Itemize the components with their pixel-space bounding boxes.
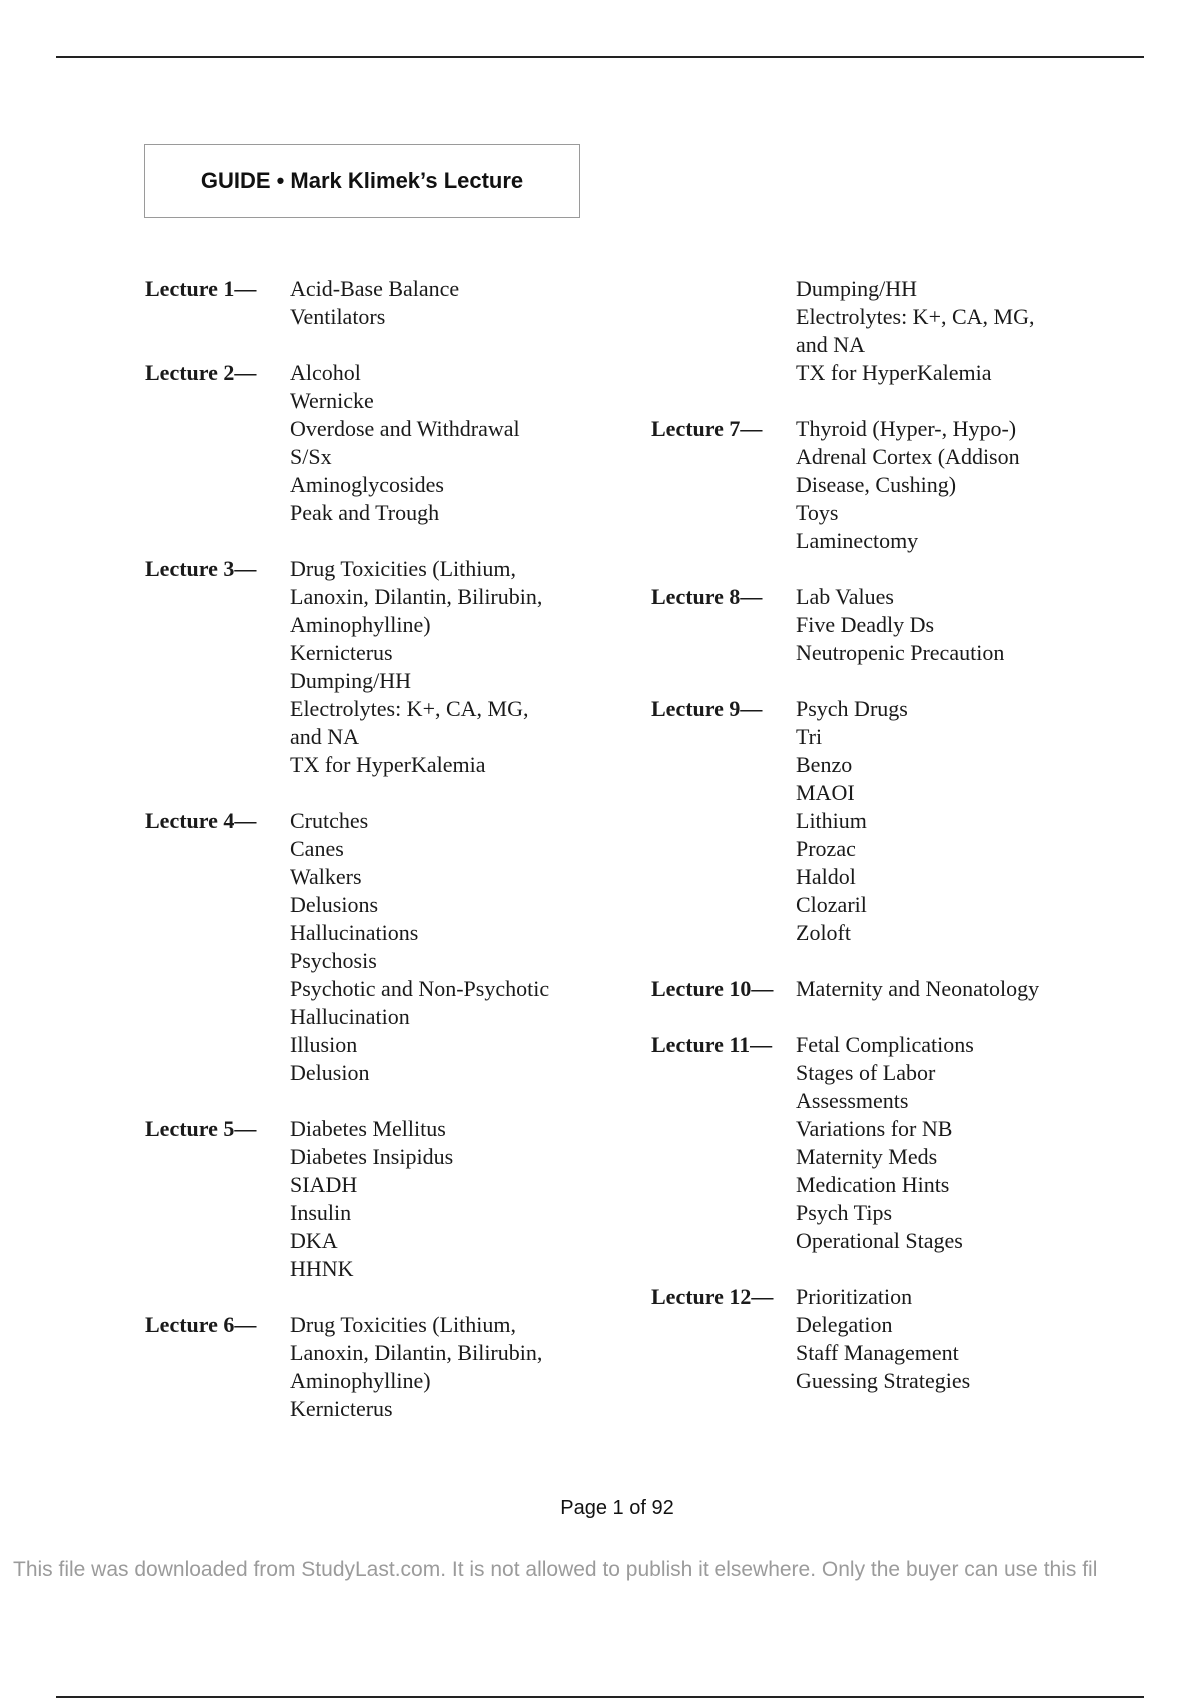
topic-item: Clozaril xyxy=(796,892,867,917)
topic-item: Prozac xyxy=(796,836,856,861)
topic-item: TX for HyperKalemia xyxy=(796,360,992,385)
lecture-label: Lecture 1— xyxy=(145,276,257,301)
lecture-label: Lecture 9— xyxy=(651,696,763,721)
topic-item: Variations for NB xyxy=(796,1116,953,1141)
topic-item: Drug Toxicities (Lithium, xyxy=(290,556,516,581)
topic-item: Drug Toxicities (Lithium, xyxy=(290,1312,516,1337)
topic-item: SIADH xyxy=(290,1172,358,1197)
topic-item: Staff Management xyxy=(796,1340,959,1365)
topic-item: Medication Hints xyxy=(796,1172,950,1197)
lecture-block xyxy=(651,1031,1039,1255)
topic-item: DKA xyxy=(290,1228,338,1253)
topic-item: Hallucinations xyxy=(290,920,419,945)
topic-item: HHNK xyxy=(290,1256,354,1281)
lecture-block xyxy=(145,275,549,331)
topic-item: and NA xyxy=(290,724,360,749)
topic-item: Delusion xyxy=(290,1060,370,1085)
lecture-topics xyxy=(290,1115,453,1283)
lecture-label: Lecture 3— xyxy=(145,556,257,581)
topic-item: Hallucination xyxy=(290,1004,410,1029)
topic-item: Laminectomy xyxy=(796,528,919,553)
topic-item: Psychosis xyxy=(290,948,377,973)
lecture-list-right xyxy=(651,275,1039,1423)
topic-item: Diabetes Mellitus xyxy=(290,1116,446,1141)
lecture-topics xyxy=(796,275,1035,387)
topic-item: Prioritization xyxy=(796,1284,913,1309)
topic-item: Neutropenic Precaution xyxy=(796,640,1005,665)
lecture-topics xyxy=(796,415,1020,555)
topic-item: Lithium xyxy=(796,808,867,833)
lecture-label: Lecture 10— xyxy=(651,976,774,1001)
lecture-label xyxy=(651,275,796,387)
topic-item: Psychotic and Non-Psychotic xyxy=(290,976,550,1001)
lecture-label: Lecture 8— xyxy=(651,584,763,609)
lecture-label: Lecture 4— xyxy=(145,808,257,833)
lecture-block xyxy=(651,415,1039,555)
topic-item: Overdose and Withdrawal xyxy=(290,416,520,441)
lecture-topics xyxy=(796,695,908,947)
topic-item: Insulin xyxy=(290,1200,352,1225)
topic-item: Thyroid (Hyper-, Hypo-) xyxy=(796,416,1017,441)
topic-item: Tri xyxy=(796,724,823,749)
topic-item: Alcohol xyxy=(290,360,361,385)
lecture-topics xyxy=(290,359,520,527)
lecture-block xyxy=(145,807,549,1087)
topic-item: Delegation xyxy=(796,1312,893,1337)
topic-item: Kernicterus xyxy=(290,1396,393,1421)
topic-item: Maternity and Neonatology xyxy=(796,976,1040,1001)
top-rule xyxy=(56,56,1144,58)
topic-item: Adrenal Cortex (Addison xyxy=(796,444,1020,469)
topic-item: Operational Stages xyxy=(796,1228,963,1253)
topic-item: Dumping/HH xyxy=(796,276,917,301)
lecture-label: Lecture 5— xyxy=(145,1116,257,1141)
lecture-topics xyxy=(796,975,1039,1003)
topic-item: Peak and Trough xyxy=(290,500,440,525)
lecture-block xyxy=(145,555,549,779)
topic-item: Aminophylline) xyxy=(290,612,431,637)
lecture-topics xyxy=(290,275,459,331)
topic-item: and NA xyxy=(796,332,866,357)
page-number: Page 1 of 92 xyxy=(560,1497,674,1519)
topic-item: MAOI xyxy=(796,780,855,805)
topic-item: Fetal Complications xyxy=(796,1032,974,1057)
lecture-block xyxy=(651,275,1039,387)
lecture-topics xyxy=(796,1283,970,1395)
topic-item: Disease, Cushing) xyxy=(796,472,957,497)
topic-item: Guessing Strategies xyxy=(796,1368,971,1393)
title-box xyxy=(144,144,580,218)
topic-item: Crutches xyxy=(290,808,369,833)
topic-item: Canes xyxy=(290,836,344,861)
topic-item: Psych Tips xyxy=(796,1200,893,1225)
bottom-rule xyxy=(56,1696,1144,1698)
watermark-text: This file was downloaded from StudyLast.com. It is not allowed to publish it elsewhere. Only the buyer can use this fil xyxy=(13,1558,1098,1581)
topic-item: Dumping/HH xyxy=(290,668,411,693)
topic-item: Delusions xyxy=(290,892,378,917)
topic-item: Lanoxin, Dilantin, Bilirubin, xyxy=(290,584,543,609)
lecture-block xyxy=(145,1311,549,1423)
lecture-block xyxy=(145,1115,549,1283)
lecture-label: Lecture 12— xyxy=(651,1284,774,1309)
topic-item: Benzo xyxy=(796,752,853,777)
topic-item: TX for HyperKalemia xyxy=(290,752,486,777)
lecture-label: Lecture 11— xyxy=(651,1032,773,1057)
lecture-topics xyxy=(290,1311,542,1423)
topic-item: Zoloft xyxy=(796,920,851,945)
lecture-topics xyxy=(290,555,542,779)
lecture-topics xyxy=(290,807,549,1087)
lecture-topics xyxy=(796,1031,974,1255)
lecture-list-left xyxy=(145,275,549,1451)
topic-item: Illusion xyxy=(290,1032,358,1057)
lecture-block xyxy=(651,695,1039,947)
topic-item: Acid-Base Balance xyxy=(290,276,460,301)
lecture-block xyxy=(651,975,1039,1003)
topic-item: Electrolytes: K+, CA, MG, xyxy=(290,696,529,721)
topic-item: Haldol xyxy=(796,864,856,889)
topic-item: S/Sx xyxy=(290,444,332,469)
topic-item: Stages of Labor xyxy=(796,1060,936,1085)
topic-item: Wernicke xyxy=(290,388,374,413)
topic-item: Five Deadly Ds xyxy=(796,612,935,637)
topic-item: Aminoglycosides xyxy=(290,472,444,497)
topic-item: Aminophylline) xyxy=(290,1368,431,1393)
lecture-topics xyxy=(796,583,1004,667)
lecture-label: Lecture 7— xyxy=(651,416,763,441)
topic-item: Assessments xyxy=(796,1088,909,1113)
lecture-block xyxy=(651,1283,1039,1395)
lecture-label: Lecture 6— xyxy=(145,1312,257,1337)
topic-item: Psych Drugs xyxy=(796,696,908,721)
topic-item: Maternity Meds xyxy=(796,1144,938,1169)
topic-item: Ventilators xyxy=(290,304,386,329)
topic-item: Lab Values xyxy=(796,584,894,609)
topic-item: Electrolytes: K+, CA, MG, xyxy=(796,304,1035,329)
lecture-block xyxy=(145,359,549,527)
topic-item: Walkers xyxy=(290,864,362,889)
topic-item: Lanoxin, Dilantin, Bilirubin, xyxy=(290,1340,543,1365)
lecture-label: Lecture 2— xyxy=(145,360,257,385)
topic-item: Toys xyxy=(796,500,839,525)
topic-item: Kernicterus xyxy=(290,640,393,665)
page-title: GUIDE • Mark Klimek’s Lecture xyxy=(200,168,524,193)
topic-item: Diabetes Insipidus xyxy=(290,1144,454,1169)
lecture-block xyxy=(651,583,1039,667)
